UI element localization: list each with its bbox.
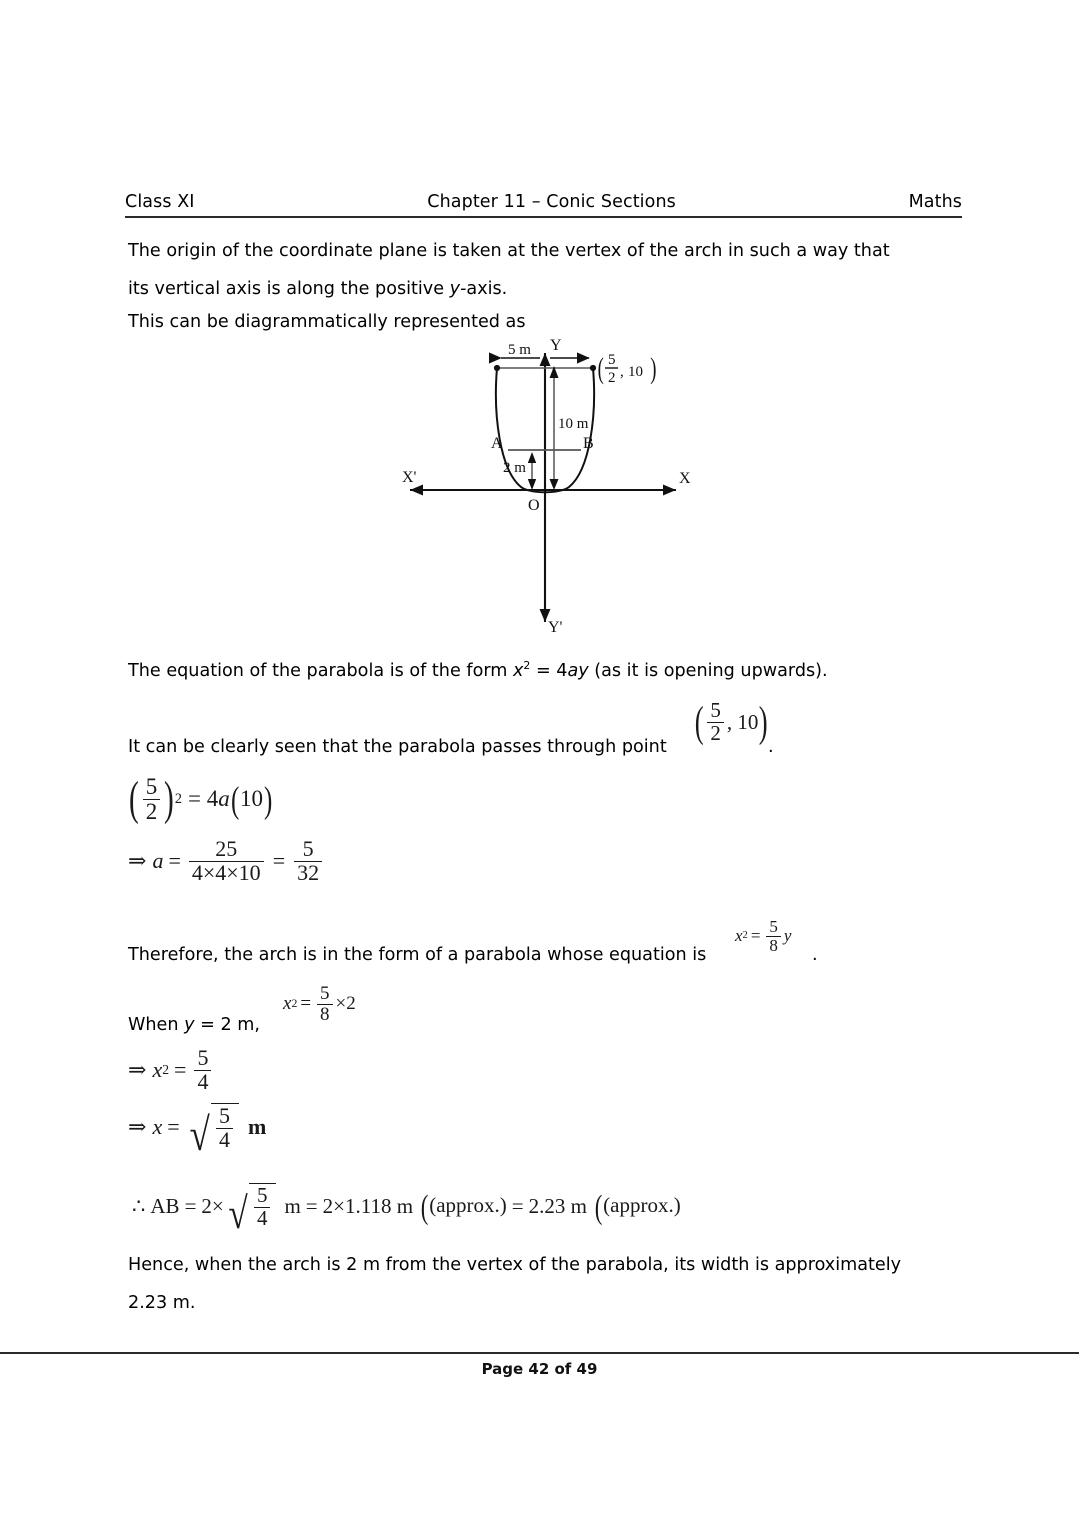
eq4-fraction (317, 984, 333, 1025)
eq7-approx-1: (approx.) (429, 1193, 507, 1218)
therefore-arch-period (812, 936, 818, 974)
paragraph-conclusion-line1 (128, 1246, 901, 1284)
eq1-numerator: 5 (145, 774, 158, 799)
eq5-implies: ⇒ (128, 1057, 147, 1083)
eq6-numerator: 5 (218, 1103, 230, 1128)
eq3-fraction (766, 918, 781, 954)
eq7-value-2: 2.23 m (528, 1193, 587, 1218)
coord-comma: , (620, 364, 624, 380)
equation-form-text-b: (as it is opening upwards). (588, 661, 828, 681)
eq2-numerator-1: 25 (215, 836, 238, 861)
eq3-equals: = (750, 926, 761, 946)
vertical-axis-text-b: -axis. (460, 279, 508, 299)
coord-y-value: 10 (628, 364, 643, 380)
ay-variable-inline: ay (567, 661, 589, 681)
eq1-rhs-paren-open: ( (230, 778, 240, 820)
passes-through-text: It can be clearly seen that the parabola passes through point (128, 737, 667, 757)
vertical-axis-text-a: its vertical axis is along the positive (128, 279, 450, 299)
footer-divider (0, 1352, 1079, 1354)
footer-page-number: Page 42 of 49 (481, 1360, 598, 1378)
eq6-unit: m (247, 1114, 267, 1140)
radical-icon: √ (228, 1188, 248, 1238)
paragraph-origin-line1 (128, 232, 890, 270)
equation-x-squared-value: ⇒ x 2 = $\frac{5}{4}$ (128, 1047, 214, 1094)
eq7-value-1: 2×1.118 m (322, 1193, 414, 1218)
equation-x-value (128, 1103, 267, 1161)
eq5-fraction (194, 1047, 211, 1094)
eq2-equals: = (168, 848, 181, 874)
eq7-approx1-paren-open: ( (420, 1188, 429, 1226)
point-fraction (707, 700, 724, 745)
eq2-denominator-2: 32 (294, 861, 322, 885)
equation-form-text-a: The equation of the parabola is of the form (128, 661, 513, 681)
label-x-axis-right: X (679, 470, 691, 487)
radical-icon: √ (189, 1109, 210, 1161)
eq1-a-variable: a (218, 786, 230, 812)
conclusion-line1-text: Hence, when the arch is 2 m from the vertex of the parabola, its width is approximately (128, 1255, 902, 1275)
coord-numerator: 5 (608, 352, 616, 368)
coord-denominator: 2 (608, 370, 616, 386)
eq4-times: ×2 (335, 993, 356, 1015)
eq5-denominator: 4 (194, 1070, 211, 1094)
equation-form-eq: = 4 (530, 661, 568, 681)
eq3-y-variable: y (783, 926, 792, 946)
paragraph-diagram-intro-text: This can be diagrammatically represented as (128, 312, 526, 332)
eq6-square-root (187, 1103, 239, 1161)
eq7-ab-label: AB (150, 1193, 180, 1218)
eq6-fraction (216, 1105, 233, 1152)
inline-point-coordinate (694, 700, 769, 745)
eq3-x-variable: x (735, 926, 743, 946)
eq7-square-root (226, 1183, 277, 1238)
eq7-approx-2: (approx.) (603, 1193, 681, 1218)
label-origin: O (528, 497, 540, 514)
point-denominator: 2 (707, 722, 724, 745)
eq2-fraction-1 (189, 838, 264, 885)
label-coordinate-point (598, 352, 657, 386)
eq4-denominator: 8 (317, 1004, 333, 1025)
label-y-axis-top: Y (550, 337, 562, 354)
header-class: Class XI (125, 192, 195, 212)
paragraph-equation-form (128, 652, 828, 690)
eq2-fraction-2 (294, 838, 322, 885)
eq7-therefore: ∴ (132, 1193, 146, 1218)
eq3-numerator: 5 (769, 917, 778, 936)
y-variable-inline: y (449, 279, 461, 299)
equation-ab-width (132, 1183, 681, 1238)
x-axis-line (410, 485, 676, 496)
eq7-equals-2: = (305, 1193, 318, 1218)
eq7-denominator: 4 (254, 1207, 271, 1230)
therefore-arch-text: Therefore, the arch is in the form of a parabola whose equation is (128, 945, 707, 965)
paragraph-when-y (128, 1006, 260, 1044)
coord-paren-close: ) (650, 352, 657, 386)
eq7-approx2-paren-open: ( (594, 1188, 603, 1226)
eq7-two-times: 2× (201, 1193, 224, 1218)
x-exponent-inline: 2 (523, 659, 531, 673)
eq2-denominator-1: 4×4×10 (189, 861, 264, 885)
passes-through-period-text: . (768, 737, 774, 757)
label-point-a: A (491, 435, 503, 452)
equation-solve-a (128, 838, 325, 885)
eq2-equals-2: = (272, 848, 286, 874)
eq6-x-variable: x (152, 1114, 163, 1140)
eq7-fraction (254, 1185, 271, 1230)
label-y-axis-bottom: Y' (548, 619, 563, 636)
eq5-numerator: 5 (197, 1045, 209, 1070)
parabola-arch-diagram (380, 330, 710, 650)
eq1-paren-close: ) (164, 773, 174, 826)
eq3-denominator: 8 (766, 936, 781, 955)
eq2-a-variable: a (152, 848, 164, 874)
point-paren-close: ) (759, 698, 768, 746)
x-variable-inline: x (512, 661, 524, 681)
point-numerator: 5 (710, 698, 721, 722)
paragraph-passes-through (128, 728, 667, 766)
label-point-b: B (583, 435, 594, 452)
equation-substitute-point: ( $\frac{5}{2}$ ) 2 = 4 a ( 10 ) (128, 773, 273, 826)
paragraph-therefore-arch (128, 936, 706, 974)
passes-through-period (768, 728, 774, 766)
eq1-fraction (143, 775, 161, 824)
coord-paren-open: ( (597, 352, 604, 386)
label-width-5m: 5 m (508, 342, 531, 358)
header-subject: Maths (908, 192, 962, 212)
point-comma: , (726, 709, 738, 734)
eq5-equals: = (174, 1057, 187, 1083)
label-height-2m: 2 m (503, 460, 526, 476)
when-y-text-b: = 2 m, (194, 1015, 260, 1035)
eq1-paren-open: ( (128, 773, 139, 826)
eq4-x-variable: x (283, 993, 292, 1015)
point-second-value: 10 (737, 709, 759, 734)
eq6-denominator: 4 (216, 1128, 233, 1152)
equation-substitute-y: x 2 = $\frac{5}{8}$ ×2 (283, 983, 356, 1025)
eq7-equals-3: = (511, 1193, 524, 1218)
eq1-equals: = 4 (188, 786, 219, 812)
therefore-arch-period-text: . (812, 945, 818, 965)
eq1-rhs-paren-close: ) (263, 778, 273, 820)
paragraph-origin-line1-text: The origin of the coordinate plane is taken at the vertex of the arch in such a way that (128, 241, 890, 261)
y-axis-line (540, 353, 551, 622)
inline-equation-x2-eq-5-8-y: x 2 = $\frac{5}{8}$ y (735, 917, 792, 955)
paragraph-conclusion-line2 (128, 1284, 196, 1322)
when-y-text-a: When (128, 1015, 185, 1035)
label-x-axis-left: X' (402, 469, 417, 486)
eq1-rhs-value: 10 (240, 786, 264, 812)
eq5-x-variable: x (152, 1057, 163, 1083)
eq7-numerator: 5 (256, 1183, 268, 1207)
eq7-unit-1: m (284, 1193, 301, 1218)
arch-left-endpoint (494, 365, 500, 371)
eq7-equals: = (184, 1193, 197, 1218)
page-header (125, 192, 962, 218)
eq4-equals: = (300, 993, 312, 1015)
point-paren-open: ( (694, 698, 704, 746)
eq6-equals: = (167, 1114, 180, 1140)
conclusion-line2-text: 2.23 m. (128, 1293, 196, 1313)
eq1-denominator: 2 (143, 799, 161, 824)
eq6-implies: ⇒ (128, 1114, 147, 1140)
when-y-variable: y (184, 1015, 195, 1035)
eq2-numerator-2: 5 (302, 836, 314, 861)
eq4-numerator: 5 (320, 983, 330, 1004)
arch-right-endpoint (590, 365, 596, 371)
height-2m-measure (528, 452, 536, 490)
label-height-10m: 10 m (558, 416, 589, 432)
header-chapter: Chapter 11 – Conic Sections (427, 192, 676, 212)
eq2-implies: ⇒ (128, 848, 147, 874)
